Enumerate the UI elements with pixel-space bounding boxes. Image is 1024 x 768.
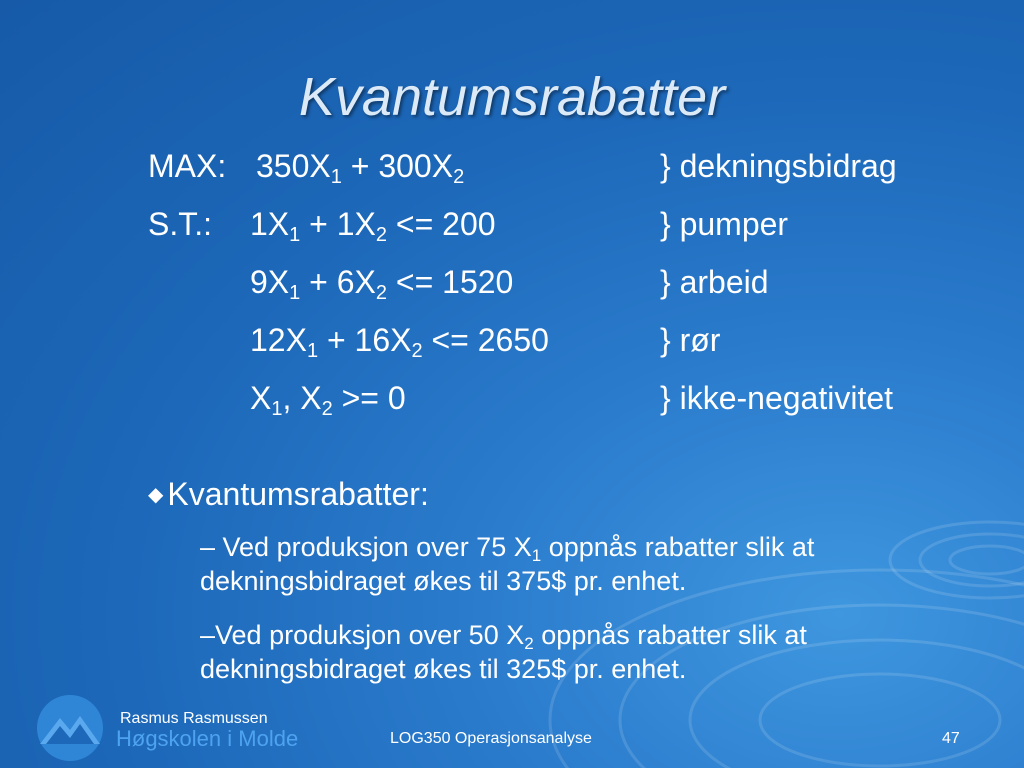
diamond-bullet-icon: ◆: [148, 484, 164, 506]
model-row-comment: } pumper: [660, 206, 789, 242]
model-row-expression: $350X_1 + 300X_2$: [256, 148, 465, 188]
model-row-comment: } rør: [660, 322, 721, 358]
logo-text: Høgskolen i Molde: [116, 726, 299, 751]
sub-bullet-item: –Ved produksjon over 50 $X_2$ oppnås rabatter slik at dekningsbidraget økes til 325$ pr. enhet.: [200, 620, 807, 684]
sub-bullet-item: – Ved produksjon over 75 $X_1$ oppnås rabatter slik at dekningsbidraget økes til 375$ pr. enhet.: [200, 532, 815, 596]
footer-author: Rasmus Rasmussen: [120, 710, 268, 727]
bullet-text: Kvantumsrabatter:: [167, 476, 429, 512]
footer-course: LOG350 Operasjonsanalyse: [390, 730, 592, 747]
model-row-comment: } ikke-negativitet: [660, 380, 894, 416]
slide-title: Kvantumsrabatter: [298, 67, 726, 127]
model-row-expression: $1X_1 + 1X_2 <= 200$: [250, 206, 496, 246]
hiMolde-logo-icon: [32, 694, 108, 762]
model-row-comment: } arbeid: [660, 264, 769, 300]
model-row-expression: $9X_1 + 6X_2 <= 1520$: [250, 264, 514, 304]
model-row-label: MAX:: [148, 148, 227, 184]
model-row-expression: $X_1$, $X_2 >= 0$: [250, 380, 406, 420]
page-number: 47: [942, 730, 960, 747]
bullet-item: [148, 474, 429, 515]
model-row-expression: $12X_1 + 16X_2 <= 2650$: [250, 322, 549, 362]
model-row-comment: } dekningsbidrag: [660, 148, 897, 184]
model-row-label: S.T.:: [148, 206, 213, 242]
